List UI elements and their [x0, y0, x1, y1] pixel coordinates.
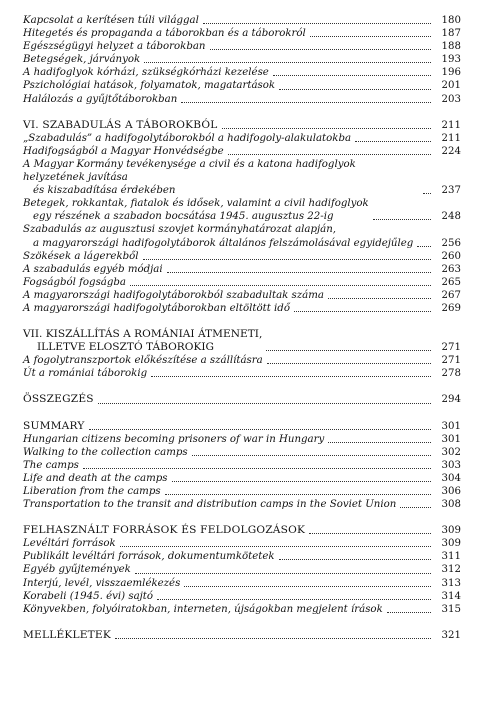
page-number: 203 — [441, 93, 461, 105]
page-number: 211 — [441, 132, 461, 144]
toc-entry-title: Walking to the collection camps — [23, 446, 188, 458]
toc-entry-title: „Szabadulás” a hadifogolytáborokból a hadifogoly-alakulatokba — [23, 132, 352, 144]
dot-leader — [222, 128, 431, 129]
toc-entry-title: Fogságból fogságba — [23, 276, 126, 288]
dot-leader — [400, 507, 431, 508]
section-spacer — [23, 106, 461, 119]
section-spacer — [23, 407, 461, 420]
table-of-contents — [23, 14, 461, 642]
section-spacer — [23, 380, 461, 393]
toc-entry-title-line: egy részének a szabadon bocsátása 1945. augusztus 22-ig — [33, 211, 334, 223]
toc-entry-title: FELHASZNÁLT FORRÁSOK ÉS FELDOLGOZÁSOK — [23, 524, 306, 537]
dot-leader — [143, 259, 431, 260]
page-number: 196 — [441, 67, 461, 79]
dot-leader — [373, 219, 431, 220]
toc-chapter — [23, 629, 461, 642]
toc-entry-title: Könyvekben, folyóiratokban, interneten, újságokban megjelent írások — [23, 603, 383, 615]
dot-leader — [157, 599, 431, 600]
dot-leader — [355, 141, 431, 142]
page-number: 278 — [441, 368, 461, 380]
dot-leader — [130, 285, 431, 286]
toc-entry — [23, 223, 461, 249]
dot-leader — [328, 298, 431, 299]
toc-entry — [23, 66, 461, 79]
page-number: 201 — [441, 80, 461, 92]
toc-entry-title: Korabeli (1945. évi) sajtó — [23, 590, 154, 602]
dot-leader — [309, 533, 431, 534]
toc-entry — [23, 79, 461, 92]
toc-entry — [23, 250, 461, 263]
toc-entry-title-line: és kiszabadítása érdekében — [33, 185, 176, 197]
toc-entry-title-line: ILLETVE ELOSZTÓ TÁBOROKIG — [37, 341, 215, 354]
toc-entry-title: Publikált levéltári források, dokumentumkötetek — [23, 551, 275, 563]
toc-entry-title: Halálozás a gyűjtőtáborokban — [23, 93, 178, 105]
page-number: 269 — [441, 302, 461, 314]
page-number: 260 — [441, 250, 461, 262]
page-number: 311 — [441, 551, 461, 563]
dot-leader — [273, 75, 431, 76]
section-spacer — [23, 616, 461, 629]
dot-leader — [417, 246, 431, 247]
toc-entry-title: Kapcsolat a kerítésen túli világgal — [23, 15, 199, 26]
toc-entry-title: Hitegetés és propaganda a táborokban és a táborokról — [23, 28, 306, 40]
page-number: 304 — [441, 472, 461, 484]
toc-entry-title: VI. SZABADULÁS A TÁBOROKBÓL — [23, 118, 218, 131]
dot-leader — [228, 154, 431, 155]
toc-entry — [23, 498, 461, 511]
dot-leader — [294, 311, 431, 312]
toc-entry — [23, 459, 461, 472]
dot-leader — [279, 559, 431, 560]
toc-entry — [23, 485, 461, 498]
toc-entry — [23, 14, 461, 27]
toc-entry — [23, 433, 461, 446]
page-number: 301 — [441, 420, 461, 432]
page-number: 211 — [441, 119, 461, 131]
toc-entry — [23, 603, 461, 616]
toc-entry-title: Betegségek, járványok — [23, 54, 141, 66]
page-number: 313 — [441, 577, 461, 589]
page-number: 309 — [441, 538, 461, 550]
toc-entry-title: Út a romániai táborokig — [23, 368, 148, 380]
toc-entry — [23, 472, 461, 485]
toc-entry-title-line: Szabadulás az augusztusi szovjet kormányhatározat alapján, — [23, 224, 337, 236]
toc-chapter — [23, 119, 461, 132]
toc-entry-title-line: a magyarországi hadifogolytáborok általános felszámolásával egyidejűleg — [33, 237, 414, 249]
dot-leader — [83, 468, 431, 469]
toc-entry-title: Hungarian citizens becoming prisoners of war in Hungary — [23, 433, 325, 445]
page-number: 180 — [441, 15, 461, 26]
toc-entry — [23, 577, 461, 590]
toc-entry — [23, 132, 461, 145]
page-number: 308 — [441, 499, 461, 511]
page-number: 263 — [441, 263, 461, 275]
toc-entry — [23, 145, 461, 158]
page-number: 256 — [441, 237, 461, 249]
toc-entry — [23, 197, 461, 223]
toc-entry-title: Levéltári források — [23, 538, 116, 550]
page-number: 312 — [441, 564, 461, 576]
dot-leader — [328, 442, 431, 443]
dot-leader — [89, 429, 431, 430]
dot-leader — [144, 62, 431, 63]
toc-entry-title: A hadifoglyok kórházi, szükségkórházi kezelése — [23, 67, 269, 79]
dot-leader — [115, 638, 431, 639]
dot-leader — [210, 49, 432, 50]
page-number: 271 — [441, 355, 461, 367]
toc-entry — [23, 590, 461, 603]
page-number: 321 — [441, 629, 461, 641]
toc-entry — [23, 158, 461, 197]
dot-leader — [181, 102, 431, 103]
dot-leader — [267, 363, 431, 364]
toc-entry — [23, 550, 461, 563]
toc-entry-title: Hadifogságból a Magyar Honvédségbe — [23, 145, 224, 157]
page-number: 302 — [441, 446, 461, 458]
dot-leader — [151, 376, 431, 377]
toc-entry — [23, 263, 461, 276]
section-spacer — [23, 511, 461, 524]
dot-leader — [98, 403, 431, 404]
toc-entry-title: The camps — [23, 459, 79, 471]
toc-entry-title: Liberation from the camps — [23, 486, 161, 497]
page-number: 314 — [441, 590, 461, 602]
toc-entry-title: Transportation to the transit and distribution camps in the Soviet Union — [23, 499, 397, 511]
toc-entry-title: Egészségügyi helyzet a táborokban — [23, 41, 206, 53]
toc-entry-title: Szökések a lágerekből — [23, 250, 139, 262]
page-number: 309 — [441, 525, 461, 537]
page-number: 237 — [441, 185, 461, 197]
dot-leader — [279, 89, 431, 90]
toc-entry — [23, 354, 461, 367]
page-number: 188 — [441, 41, 461, 53]
dot-leader — [310, 36, 431, 37]
dot-leader — [203, 23, 431, 24]
toc-entry — [23, 302, 461, 315]
dot-leader — [120, 546, 431, 547]
toc-entry-title: Egyéb gyűjtemények — [23, 564, 131, 576]
page-number: 315 — [441, 603, 461, 615]
toc-entry — [23, 53, 461, 66]
page-number: 306 — [441, 486, 461, 497]
dot-leader — [184, 586, 431, 587]
toc-entry-title: Pszichológiai hatások, folyamatok, magatartások — [23, 80, 276, 92]
page-number: 265 — [441, 276, 461, 288]
dot-leader — [192, 455, 431, 456]
page-number: 193 — [441, 54, 461, 66]
toc-entry — [23, 367, 461, 380]
dot-leader — [135, 573, 431, 574]
toc-chapter — [23, 524, 461, 537]
toc-chapter — [23, 393, 461, 406]
dot-leader — [387, 612, 431, 613]
toc-entry-title-line: Betegek, rokkantak, fiatalok és idősek, valamint a civil hadifoglyok — [23, 198, 369, 210]
toc-entry-title-line: A Magyar Kormány tevékenysége a civil és a katona hadifoglyok helyzetének javítása — [23, 158, 356, 184]
section-spacer — [23, 315, 461, 328]
toc-entry-title: A szabadulás egyéb módjai — [23, 263, 163, 275]
page-number: 187 — [441, 28, 461, 40]
toc-entry-title-line: VII. KISZÁLLÍTÁS A ROMÁNIAI ÁTMENETI, — [23, 328, 263, 341]
toc-entry — [23, 446, 461, 459]
dot-leader — [165, 494, 431, 495]
toc-entry — [23, 563, 461, 576]
page-number: 294 — [441, 394, 461, 406]
page-number: 301 — [441, 433, 461, 445]
page-number: 303 — [441, 459, 461, 471]
toc-entry — [23, 27, 461, 40]
toc-entry — [23, 93, 461, 106]
toc-entry-title: MELLÉKLETEK — [23, 628, 111, 641]
toc-entry — [23, 537, 461, 550]
toc-chapter — [23, 420, 461, 433]
dot-leader — [266, 350, 431, 351]
dot-leader — [423, 193, 431, 194]
toc-entry-title: A magyarországi hadifogolytáborokból szabadultak száma — [23, 289, 324, 301]
toc-entry — [23, 40, 461, 53]
toc-entry — [23, 276, 461, 289]
toc-entry-title: SUMMARY — [23, 419, 85, 432]
page-number: 271 — [441, 342, 461, 354]
page-number: 267 — [441, 289, 461, 301]
toc-entry-title: A fogolytranszportok előkészítése a szállításra — [23, 355, 263, 367]
dot-leader — [172, 481, 432, 482]
toc-entry — [23, 289, 461, 302]
toc-entry-title: ÖSSZEGZÉS — [23, 393, 94, 406]
dot-leader — [167, 272, 431, 273]
toc-entry-title: Life and death at the camps — [23, 472, 168, 484]
toc-entry-title: Interjú, levél, visszaemlékezés — [23, 577, 181, 589]
toc-entry-title: A magyarországi hadifogolytáborokban eltöltött idő — [23, 302, 290, 314]
toc-chapter — [23, 328, 461, 354]
page-number: 248 — [441, 211, 461, 223]
page-number: 224 — [441, 145, 461, 157]
